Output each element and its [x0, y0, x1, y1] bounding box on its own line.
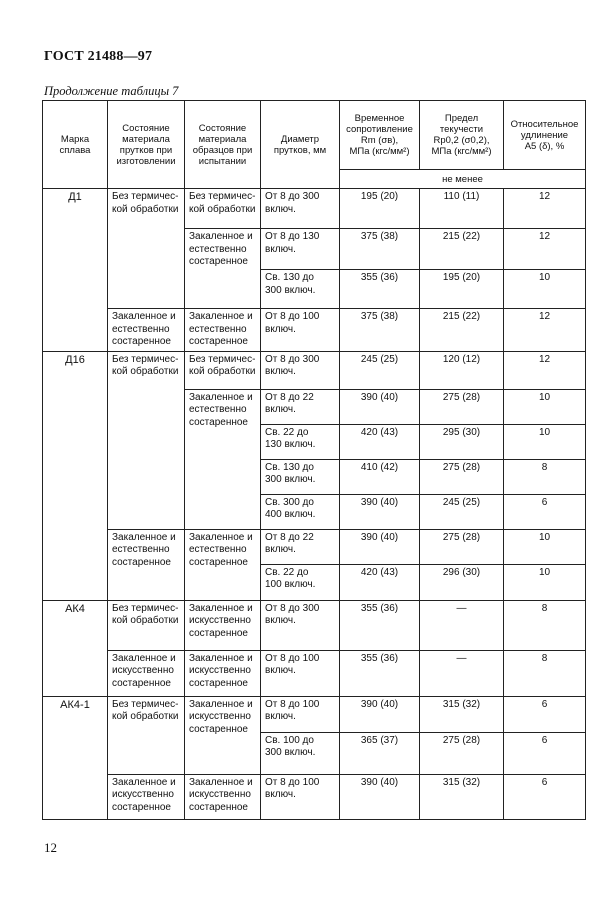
yield-strength-cell: 295 (30)	[420, 424, 504, 459]
alloy-brand-cell: Д1	[43, 189, 108, 352]
tensile-strength-cell: 390 (40)	[340, 494, 420, 529]
table-row	[43, 189, 586, 229]
diameter-cell: От 8 до 22 включ.	[261, 389, 340, 424]
yield-strength-cell: 110 (11)	[420, 189, 504, 229]
tensile-strength-cell: 355 (36)	[340, 270, 420, 309]
state-manufacture-cell: Закаленное и естественно состаренное	[108, 529, 185, 600]
state-manufacture-cell: Закаленное и искусственно состаренное	[108, 774, 185, 819]
tensile-strength-cell: 365 (37)	[340, 732, 420, 774]
yield-strength-cell: 245 (25)	[420, 494, 504, 529]
alloy-brand-cell: Д16	[43, 351, 108, 600]
elongation-cell: 6	[504, 732, 586, 774]
yield-strength-cell: 275 (28)	[420, 732, 504, 774]
col-header-yield-strength: Предел текучести Rp0,2 (σ0,2), МПа (кгс/мм²)	[420, 101, 504, 170]
tensile-strength-cell: 355 (36)	[340, 650, 420, 696]
diameter-cell: От 8 до 100 включ.	[261, 696, 340, 732]
col-header-diameter: Диаметр прутков, мм	[261, 101, 340, 189]
diameter-cell: Св. 130 до 300 включ.	[261, 459, 340, 494]
page-number: 12	[44, 840, 57, 855]
table-row	[43, 529, 586, 564]
tensile-strength-cell: 420 (43)	[340, 424, 420, 459]
elongation-cell: 10	[504, 389, 586, 424]
col-header-brand: Марка сплава	[43, 101, 108, 189]
diameter-cell: От 8 до 300 включ.	[261, 600, 340, 650]
yield-strength-cell: —	[420, 600, 504, 650]
col-header-state-testing: Состояние материала образцов при испытании	[185, 101, 261, 189]
diameter-cell: От 8 до 100 включ.	[261, 774, 340, 819]
elongation-cell: 8	[504, 600, 586, 650]
elongation-cell: 10	[504, 564, 586, 600]
state-testing-cell: Без термичес- кой обработки	[185, 351, 261, 389]
tensile-strength-cell: 390 (40)	[340, 774, 420, 819]
state-testing-cell: Закаленное и естественно состаренное	[185, 389, 261, 529]
tensile-strength-cell: 375 (38)	[340, 229, 420, 270]
elongation-cell: 10	[504, 529, 586, 564]
table-row	[43, 696, 586, 732]
not-less-label: не менее	[340, 170, 586, 189]
state-testing-cell: Закаленное и искусственно состаренное	[185, 600, 261, 650]
table-row	[43, 774, 586, 819]
elongation-cell: 8	[504, 459, 586, 494]
diameter-cell: Св. 300 до 400 включ.	[261, 494, 340, 529]
state-testing-cell: Закаленное и естественно состаренное	[185, 229, 261, 309]
state-manufacture-cell: Без термичес- кой обработки	[108, 696, 185, 774]
diameter-cell: Св. 130 до 300 включ.	[261, 270, 340, 309]
elongation-cell: 12	[504, 189, 586, 229]
diameter-cell: От 8 до 100 включ.	[261, 309, 340, 352]
yield-strength-cell: 315 (32)	[420, 774, 504, 819]
state-manufacture-cell: Закаленное и естественно состаренное	[108, 309, 185, 352]
yield-strength-cell: 195 (20)	[420, 270, 504, 309]
table-body	[43, 189, 586, 820]
elongation-cell: 8	[504, 650, 586, 696]
tensile-strength-cell: 410 (42)	[340, 459, 420, 494]
state-testing-cell: Закаленное и естественно состаренное	[185, 529, 261, 600]
yield-strength-cell: 275 (28)	[420, 459, 504, 494]
table-continuation-caption: Продолжение таблицы 7	[44, 84, 179, 98]
tensile-strength-cell: 390 (40)	[340, 529, 420, 564]
tensile-strength-cell: 420 (43)	[340, 564, 420, 600]
diameter-cell: Св. 100 до 300 включ.	[261, 732, 340, 774]
col-header-tensile-strength: Временное сопротивление Rm (σв), МПа (кгс/мм²)	[340, 101, 420, 170]
state-manufacture-cell: Закаленное и искусственно состаренное	[108, 650, 185, 696]
elongation-cell: 6	[504, 774, 586, 819]
col-header-elongation: Относительное удлинение A5 (δ), %	[504, 101, 586, 170]
elongation-cell: 6	[504, 696, 586, 732]
state-manufacture-cell: Без термичес- кой обработки	[108, 351, 185, 529]
yield-strength-cell: 275 (28)	[420, 529, 504, 564]
yield-strength-cell: —	[420, 650, 504, 696]
table-row	[43, 650, 586, 696]
tensile-strength-cell: 390 (40)	[340, 696, 420, 732]
yield-strength-cell: 296 (30)	[420, 564, 504, 600]
document-header: ГОСТ 21488—97	[44, 49, 153, 64]
alloy-brand-cell: АК4	[43, 600, 108, 696]
diameter-cell: Св. 22 до 100 включ.	[261, 564, 340, 600]
yield-strength-cell: 215 (22)	[420, 229, 504, 270]
tensile-strength-cell: 390 (40)	[340, 389, 420, 424]
tensile-strength-cell: 355 (36)	[340, 600, 420, 650]
elongation-cell: 12	[504, 309, 586, 352]
elongation-cell: 10	[504, 424, 586, 459]
tensile-strength-cell: 375 (38)	[340, 309, 420, 352]
state-manufacture-cell: Без термичес- кой обработки	[108, 189, 185, 309]
diameter-cell: От 8 до 22 включ.	[261, 529, 340, 564]
tensile-strength-cell: 245 (25)	[340, 351, 420, 389]
yield-strength-cell: 120 (12)	[420, 351, 504, 389]
diameter-cell: От 8 до 300 включ.	[261, 351, 340, 389]
yield-strength-cell: 215 (22)	[420, 309, 504, 352]
state-testing-cell: Без термичес- кой обработки	[185, 189, 261, 229]
state-testing-cell: Закаленное и искусственно состаренное	[185, 774, 261, 819]
state-testing-cell: Закаленное и искусственно состаренное	[185, 696, 261, 774]
elongation-cell: 10	[504, 270, 586, 309]
properties-table	[42, 100, 586, 820]
elongation-cell: 12	[504, 351, 586, 389]
diameter-cell: От 8 до 130 включ.	[261, 229, 340, 270]
diameter-cell: Св. 22 до 130 включ.	[261, 424, 340, 459]
diameter-cell: От 8 до 300 включ.	[261, 189, 340, 229]
alloy-brand-cell: АК4-1	[43, 696, 108, 819]
state-testing-cell: Закаленное и искусственно состаренное	[185, 650, 261, 696]
table-row	[43, 351, 586, 389]
table-row	[43, 309, 586, 352]
elongation-cell: 12	[504, 229, 586, 270]
state-manufacture-cell: Без термичес- кой обработки	[108, 600, 185, 650]
yield-strength-cell: 275 (28)	[420, 389, 504, 424]
elongation-cell: 6	[504, 494, 586, 529]
yield-strength-cell: 315 (32)	[420, 696, 504, 732]
state-testing-cell: Закаленное и естественно состаренное	[185, 309, 261, 352]
col-header-state-manufacture: Состояние материала прутков при изготовлении	[108, 101, 185, 189]
tensile-strength-cell: 195 (20)	[340, 189, 420, 229]
table-row	[43, 600, 586, 650]
diameter-cell: От 8 до 100 включ.	[261, 650, 340, 696]
